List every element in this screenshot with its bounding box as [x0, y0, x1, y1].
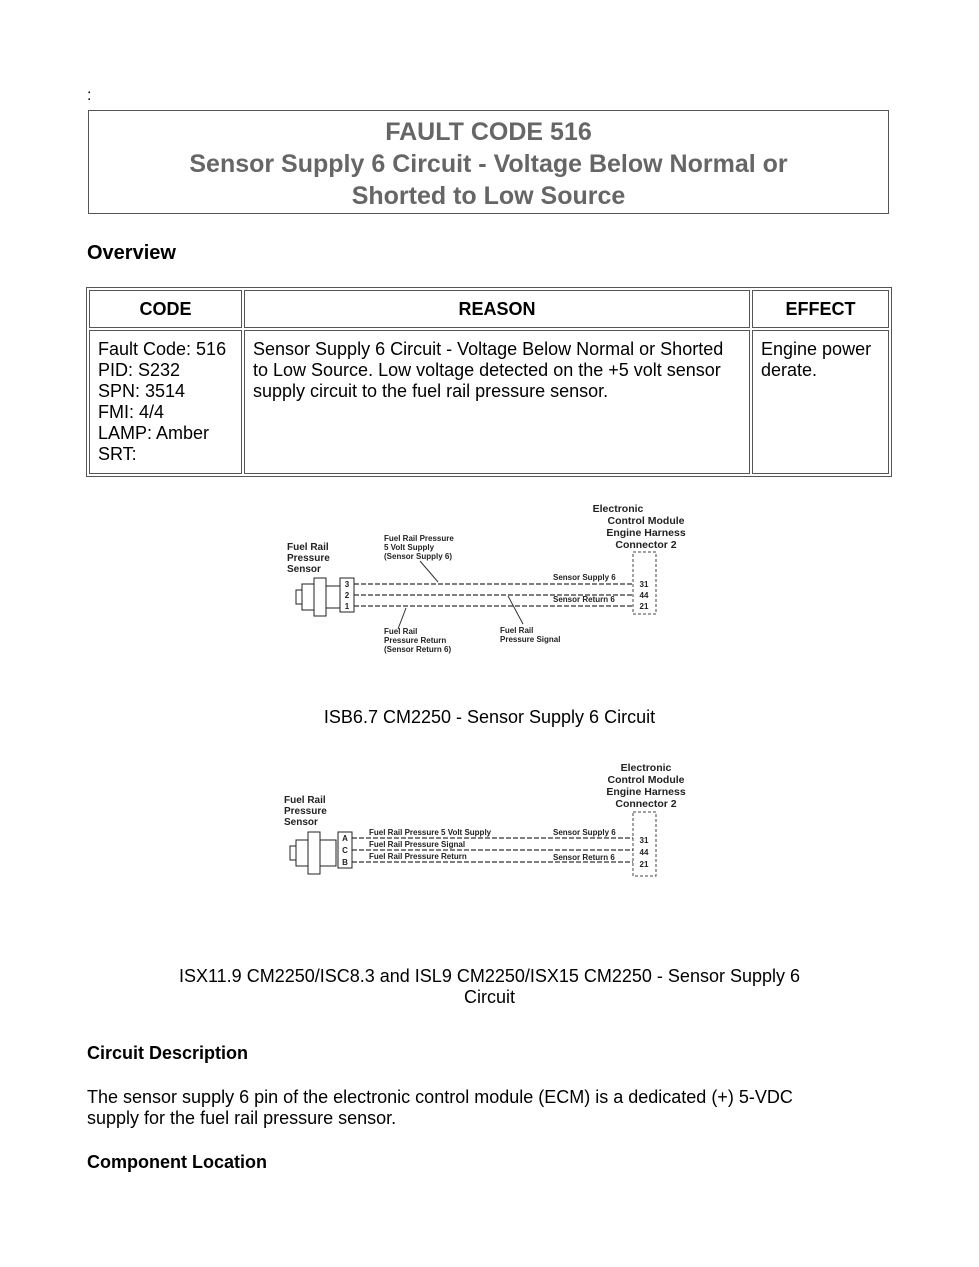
wire3-label: Fuel Rail Pressure Return [369, 852, 467, 861]
sensor-label-line2: Pressure [284, 806, 327, 817]
sensor-pin-a: A [342, 834, 348, 843]
signal-leader-line [508, 596, 523, 624]
ecm-label-line4: Connector 2 [615, 798, 677, 810]
wire-supply-label: Sensor Supply 6 [553, 573, 616, 582]
wire2-label: Fuel Rail Pressure Signal [369, 840, 466, 849]
code-line-pid: PID: S232 [98, 360, 181, 380]
supply-label-line1: Fuel Rail Pressure [384, 534, 454, 543]
sensor-pin-2: 2 [344, 591, 350, 600]
header-reason: REASON [244, 290, 750, 328]
diagram2-caption-line2: Circuit [463, 987, 515, 1007]
circuit-description-line2: supply for the fuel rail pressure sensor. [87, 1108, 397, 1128]
sensor-pin-3: 3 [344, 580, 350, 589]
ecm-pin-21: 21 [639, 602, 649, 611]
diagram2-caption-line1: ISX11.9 CM2250/ISC8.3 and ISL9 CM2250/ISX15 CM2250 - Sensor Supply 6 [178, 966, 801, 986]
sensor-tip-icon [296, 590, 302, 604]
sensor-label-line1: Fuel Rail [287, 542, 329, 553]
page-colon: : [87, 87, 92, 104]
sensor-body-icon [296, 840, 308, 866]
signal-label-line2: Pressure Signal [500, 635, 561, 644]
code-line-fmi: FMI: 4/4 [98, 402, 165, 422]
sensor-pin-b: B [342, 858, 348, 867]
ecm-label-line2: Control Module [607, 515, 685, 527]
code-cell [89, 330, 242, 474]
circuit-description-heading: Circuit Description [87, 1043, 249, 1063]
signal-label-line1: Fuel Rail [500, 626, 534, 635]
header-code: CODE [89, 290, 242, 328]
header-effect: EFFECT [752, 290, 889, 328]
table-row [89, 330, 889, 474]
wire-return-label: Sensor Return 6 [553, 595, 615, 604]
sensor-body-icon [302, 584, 314, 610]
ecm-label-line4: Connector 2 [615, 539, 677, 551]
ecm-label-line1: Electronic [592, 503, 644, 515]
ecm-label-line2: Control Module [607, 774, 685, 786]
return-label-line2: Pressure Return [384, 636, 447, 645]
code-line-spn: SPN: 3514 [98, 381, 186, 401]
ecm-label-line3: Engine Harness [606, 786, 686, 798]
diagram1-caption: ISB6.7 CM2250 - Sensor Supply 6 Circuit [323, 707, 656, 727]
return-label-line3: (Sensor Return 6) [384, 645, 452, 654]
effect-cell: Engine power derate. [752, 330, 889, 474]
code-line-lamp: LAMP: Amber [98, 423, 210, 443]
ecm-label-line3: Engine Harness [606, 527, 686, 539]
fault-code-title: FAULT CODE 516 [385, 118, 592, 146]
sensor-label-line2: Pressure [287, 553, 330, 564]
diagram2-caption [87, 966, 892, 1008]
sensor-connector-icon [326, 586, 340, 608]
wire-supply-label: Sensor Supply 6 [553, 828, 616, 837]
sensor-label-line3: Sensor [284, 817, 318, 828]
sensor-hex-icon [314, 578, 326, 616]
return-leader-line [398, 608, 406, 629]
ecm-pin-44: 44 [639, 591, 649, 600]
fault-code-subtitle-line1: Sensor Supply 6 Circuit - Voltage Below Normal or [189, 150, 788, 178]
return-label-line1: Fuel Rail [384, 627, 418, 636]
code-line-srt: SRT: [98, 444, 137, 464]
circuit-description-text [87, 1087, 887, 1129]
ecm-label-line1: Electronic [620, 762, 672, 774]
reason-cell: Sensor Supply 6 Circuit - Voltage Below Normal or Shorted to Low Source. Low voltage detected on the +5 volt sensor supply circuit to the fuel rail pressure sensor. [244, 330, 750, 474]
fault-code-subtitle-line2: Shorted to Low Source [351, 182, 626, 210]
component-location-heading: Component Location [87, 1152, 267, 1172]
table-header-row [89, 290, 889, 328]
sensor-connector-icon [320, 840, 336, 866]
overview-heading: Overview [87, 242, 176, 264]
ecm-pin-21: 21 [639, 860, 649, 869]
ecm-pin-44: 44 [639, 848, 649, 857]
wire1-label: Fuel Rail Pressure 5 Volt Supply [369, 828, 492, 837]
sensor-label-line1: Fuel Rail [284, 795, 326, 806]
code-line-fault-code: Fault Code: 516 [98, 339, 227, 359]
sensor-pin-1: 1 [344, 602, 350, 611]
fault-code-table [86, 287, 892, 477]
isx-circuit-diagram [280, 758, 700, 968]
fault-code-title-box [88, 110, 889, 214]
sensor-pin-c: C [342, 846, 348, 855]
sensor-label-line3: Sensor [287, 564, 321, 575]
ecm-pin-31: 31 [639, 580, 649, 589]
supply-leader-line [420, 561, 438, 582]
isb-circuit-diagram [280, 498, 700, 708]
circuit-description-line1: The sensor supply 6 pin of the electronic control module (ECM) is a dedicated (+) 5-VDC [87, 1087, 793, 1107]
supply-label-line2: 5 Volt Supply [384, 543, 435, 552]
supply-label-line3: (Sensor Supply 6) [384, 552, 453, 561]
sensor-hex-icon [308, 832, 320, 874]
sensor-tip-icon [290, 846, 296, 860]
wire-return-label: Sensor Return 6 [553, 853, 615, 862]
ecm-pin-31: 31 [639, 836, 649, 845]
